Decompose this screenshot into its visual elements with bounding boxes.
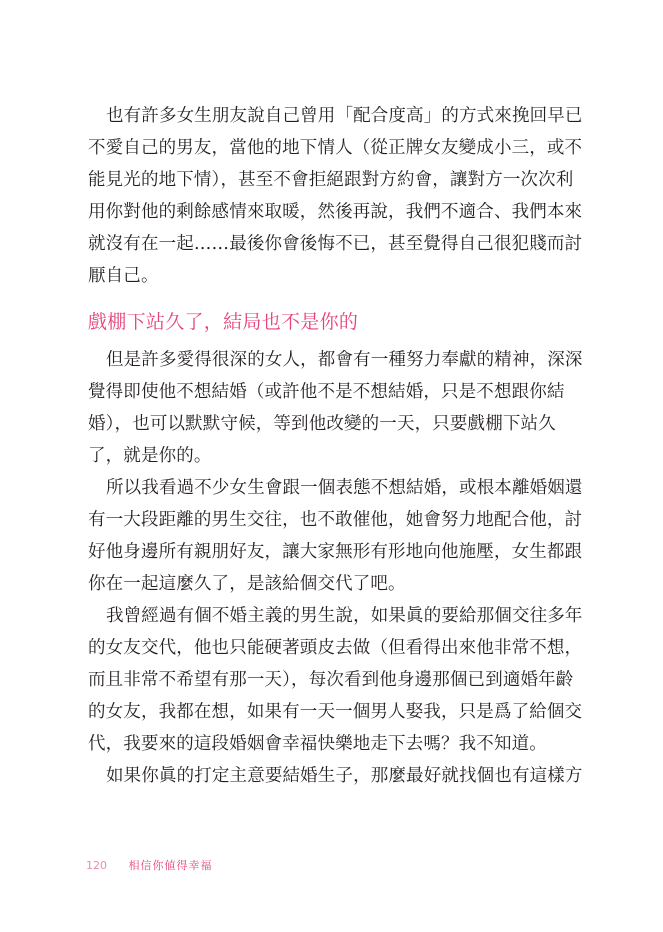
paragraph-line: 如果你眞的打定主意要結婚生子，那麼最好就找個也有這樣方: [106, 766, 583, 786]
paragraph-line: 有一大段距離的男生交往，也不敢催他，她會努力地配合他，討: [88, 510, 583, 530]
paragraph: [88, 760, 583, 792]
paragraph-line: 不愛自己的男友，當他的地下情人（從正牌女友變成小三，或不: [88, 138, 583, 158]
paragraph-line: 但是許多愛得很深的女人，都會有一種努力奉獻的精神，深深: [106, 350, 583, 370]
paragraph-line: 厭自己。: [88, 266, 159, 286]
paragraph-line: 的女友交代，他也只能硬著頭皮去做（但看得出來他非常不想，: [88, 638, 583, 658]
book-title: 相信你値得幸福: [128, 859, 213, 872]
paragraph-line: 而且非常不希望有那一天），每次看到他身邊那個已到適婚年齡: [88, 670, 574, 690]
section-heading: 戲棚下站久了，結局也不是你的: [88, 311, 359, 333]
paragraph-line: 用你對他的剩餘感情來取暖，然後再說，我們不適合、我們本來: [88, 202, 583, 222]
paragraph-line: 好他身邊所有親朋好友，讓大家無形有形地向他施壓，女生都跟: [88, 542, 583, 562]
paragraph: [88, 472, 583, 600]
page-number: 120: [86, 859, 107, 872]
paragraph-line: 你在一起這麼久了，是該給個交代了吧。: [88, 574, 406, 594]
page-footer: [86, 858, 213, 874]
paragraph-line: 就沒有在一起……最後你會後悔不已，甚至覺得自己很犯賤而討: [88, 234, 583, 254]
paragraph-line: 覺得即使他不想結婚（或許他不是不想結婚，只是不想跟你結: [88, 382, 565, 402]
paragraph-line: 了，就是你的。: [88, 446, 212, 466]
paragraph-line: 的女友，我都在想，如果有一天一個男人娶我，只是爲了給個交: [88, 702, 583, 722]
paragraph-line: 能見光的地下情），甚至不會拒絕跟對方約會，讓對方一次次利: [88, 170, 574, 190]
paragraph-line: 代，我要來的這段婚姻會幸福快樂地走下去嗎？我不知道。: [88, 734, 547, 754]
paragraph-line: 我曾經過有個不婚主義的男生說，如果眞的要給那個交往多年: [106, 606, 583, 626]
paragraph-line: 所以我看過不少女生會跟一個表態不想結婚，或根本離婚姻還: [106, 478, 583, 498]
paragraph: [88, 600, 583, 760]
paragraph-intro: [88, 100, 583, 292]
paragraph-line: 婚），也可以默默守候，等到他改變的一天，只要戲棚下站久: [88, 414, 556, 434]
paragraph-line: 也有許多女生朋友說自己曾用「配合度高」的方式來挽回早已: [106, 106, 583, 126]
paragraph: [88, 344, 583, 472]
